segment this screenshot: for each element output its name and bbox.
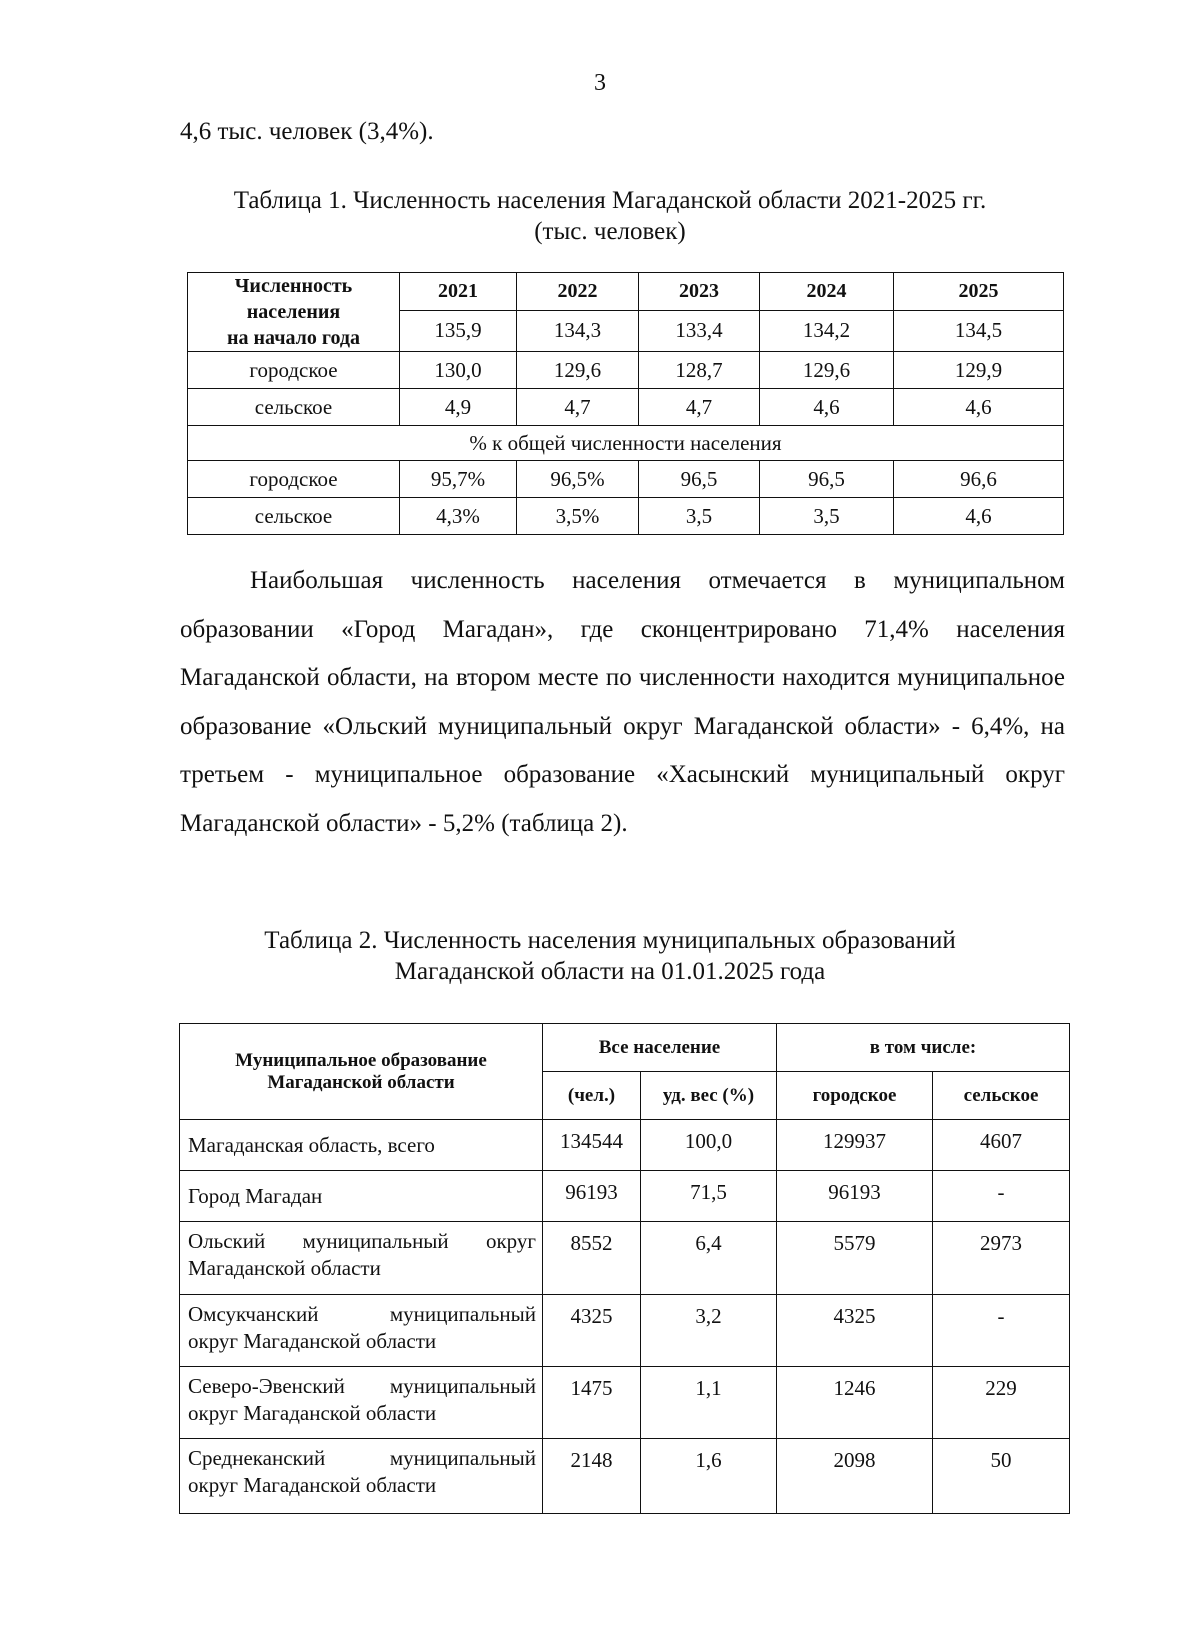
table1-cell: 3,5: [760, 498, 894, 535]
table-row: [180, 1295, 1070, 1367]
table2-cell-rural: -: [933, 1171, 1070, 1222]
table1-cell: 3,5: [639, 498, 760, 535]
table2-row-name-line2: Магаданской области: [188, 1256, 381, 1280]
table2-cell-people: 96193: [543, 1171, 641, 1222]
table1-cell: 134,3: [517, 310, 639, 351]
table1-cell: 128,7: [639, 352, 760, 389]
table1-pct-rural-row: [188, 498, 1064, 535]
table1-cell: 96,6: [894, 461, 1064, 498]
table2-row-name-line1: Северо-Эвенский муниципальный: [188, 1374, 536, 1398]
table2-cell-people: 1475: [543, 1367, 641, 1439]
table1-cell: 129,6: [760, 352, 894, 389]
table1-cell: 4,6: [894, 498, 1064, 535]
table1-year: 2025: [894, 273, 1064, 311]
table1-cell: 130,0: [400, 352, 517, 389]
table1-row-header-line1: Численность: [234, 275, 353, 297]
table2-header-row1: [180, 1024, 1070, 1072]
table2-row-name: Город Магадан: [180, 1171, 543, 1222]
table2-cell-urban: 5579: [777, 1222, 933, 1295]
table2-cell-people: 134544: [543, 1120, 641, 1171]
table1-cell: 96,5: [760, 461, 894, 498]
table1-row-label: сельское: [188, 389, 400, 426]
table2-urban-header: городское: [777, 1072, 933, 1120]
population-table-2021-2025: [187, 272, 1064, 535]
table1-cell: 133,4: [639, 310, 760, 351]
table2-cell-share: 100,0: [641, 1120, 777, 1171]
table2-name-header-line1: Муниципальное образование: [235, 1049, 487, 1071]
table2-row-name-line1: Среднеканский муниципальный: [188, 1446, 536, 1470]
table1-year: 2022: [517, 273, 639, 311]
table1-cell: 134,2: [760, 310, 894, 351]
table-row: [180, 1120, 1070, 1171]
table2-people-header: (чел.): [543, 1072, 641, 1120]
table1-cell: 4,9: [400, 389, 517, 426]
table2-cell-share: 1,1: [641, 1367, 777, 1439]
table2-cell-urban: 2098: [777, 1439, 933, 1514]
table2-caption: [170, 925, 1050, 987]
table2-cell-rural: 50: [933, 1439, 1070, 1514]
table1-cell: 4,6: [760, 389, 894, 426]
table1-cell: 4,3%: [400, 498, 517, 535]
table2-cell-share: 3,2: [641, 1295, 777, 1367]
table2-cell-rural: 2973: [933, 1222, 1070, 1295]
table1-cell: 3,5%: [517, 498, 639, 535]
table2-row-name: Магаданская область, всего: [180, 1120, 543, 1171]
table2-cell-share: 71,5: [641, 1171, 777, 1222]
table1-section-label: % к общей численности населения: [188, 426, 1064, 461]
table2-cell-rural: 229: [933, 1367, 1070, 1439]
table1-year: 2023: [639, 273, 760, 311]
table1-row-header-line2: населения: [246, 301, 341, 323]
table-row: [180, 1439, 1070, 1514]
table1-row-label: городское: [188, 352, 400, 389]
table2-cell-people: 8552: [543, 1222, 641, 1295]
table2-cell-rural: 4607: [933, 1120, 1070, 1171]
table1-cell: 4,7: [517, 389, 639, 426]
table2-share-header: уд. вес (%): [641, 1072, 777, 1120]
table1-rural-row: [188, 389, 1064, 426]
table2-total-group-header: Все население: [543, 1024, 777, 1072]
table2-row-name: [180, 1367, 543, 1439]
table2-cell-share: 1,6: [641, 1439, 777, 1514]
table1-year: 2024: [760, 273, 894, 311]
table2-cell-people: 4325: [543, 1295, 641, 1367]
table2-cell-urban: 129937: [777, 1120, 933, 1171]
table2-cell-rural: -: [933, 1295, 1070, 1367]
table2-row-name-line1: Омсукчанский муниципальный: [188, 1302, 536, 1326]
table2-row-name-line2: округ Магаданской области: [188, 1473, 437, 1497]
table1-years-row: [188, 273, 1064, 311]
table1-cell: 129,6: [517, 352, 639, 389]
table1-year: 2021: [400, 273, 517, 311]
table2-incl-group-header: в том числе:: [777, 1024, 1070, 1072]
table1-cell: 129,9: [894, 352, 1064, 389]
table-row: [180, 1222, 1070, 1295]
table1-section-row: [188, 426, 1064, 461]
body-paragraph: Наибольшая численность населения отмечается в муниципальном образовании «Город Магадан», где сконцентрировано 71,4% населения Магаданской области, на втором месте по численности находится муниципальное образование «Ольский муниципальный округ Магаданской области» - 6,4%, на третьем - муниципальное образование «Хасынский муниципальный округ Магаданской области» - 5,2% (таблица 2).: [180, 567, 1065, 837]
table1-row-header: [188, 273, 400, 352]
table2-rural-header: сельское: [933, 1072, 1070, 1120]
table2-row-name: [180, 1222, 543, 1295]
table1-row-header-line3: на начало года: [226, 327, 361, 349]
table1-cell: 135,9: [400, 310, 517, 351]
table2-name-header: [180, 1024, 543, 1120]
table2-cell-urban: 1246: [777, 1367, 933, 1439]
table2-row-name: [180, 1439, 543, 1514]
table2-name-header-line2: Магаданской области: [267, 1071, 455, 1093]
table1-cell: 4,7: [639, 389, 760, 426]
table1-urban-row: [188, 352, 1064, 389]
table1-caption-line1: Таблица 1. Численность населения Магаданской области 2021-2025 гг.: [233, 187, 987, 214]
table2-cell-share: 6,4: [641, 1222, 777, 1295]
table2-cell-urban: 4325: [777, 1295, 933, 1367]
municipal-population-table: [179, 1023, 1070, 1514]
table2-row-name-line1: Ольский муниципальный округ: [188, 1229, 536, 1253]
table1-cell: 95,7%: [400, 461, 517, 498]
table-row: [180, 1171, 1070, 1222]
table1-row-label: сельское: [188, 498, 400, 535]
table2-row-name-line2: округ Магаданской области: [188, 1329, 437, 1353]
table1-pct-urban-row: [188, 461, 1064, 498]
table2-cell-urban: 96193: [777, 1171, 933, 1222]
table1-cell: 134,5: [894, 310, 1064, 351]
table2-caption-line1: Таблица 2. Численность населения муниципальных образований: [264, 927, 956, 954]
table2-row-name-line2: округ Магаданской области: [188, 1401, 437, 1425]
table1-cell: 96,5%: [517, 461, 639, 498]
table2-row-name: [180, 1295, 543, 1367]
table1-cell: 4,6: [894, 389, 1064, 426]
table2-caption-line2: Магаданской области на 01.01.2025 года: [394, 958, 826, 985]
table1-cell: 96,5: [639, 461, 760, 498]
table1-caption: [170, 185, 1050, 247]
table1-row-label: городское: [188, 461, 400, 498]
table1-caption-line2: (тыс. человек): [534, 218, 686, 245]
page-number: 3: [594, 70, 606, 96]
intro-line: 4,6 тыс. человек (3,4%).: [180, 118, 434, 145]
table2-cell-people: 2148: [543, 1439, 641, 1514]
table-row: [180, 1367, 1070, 1439]
